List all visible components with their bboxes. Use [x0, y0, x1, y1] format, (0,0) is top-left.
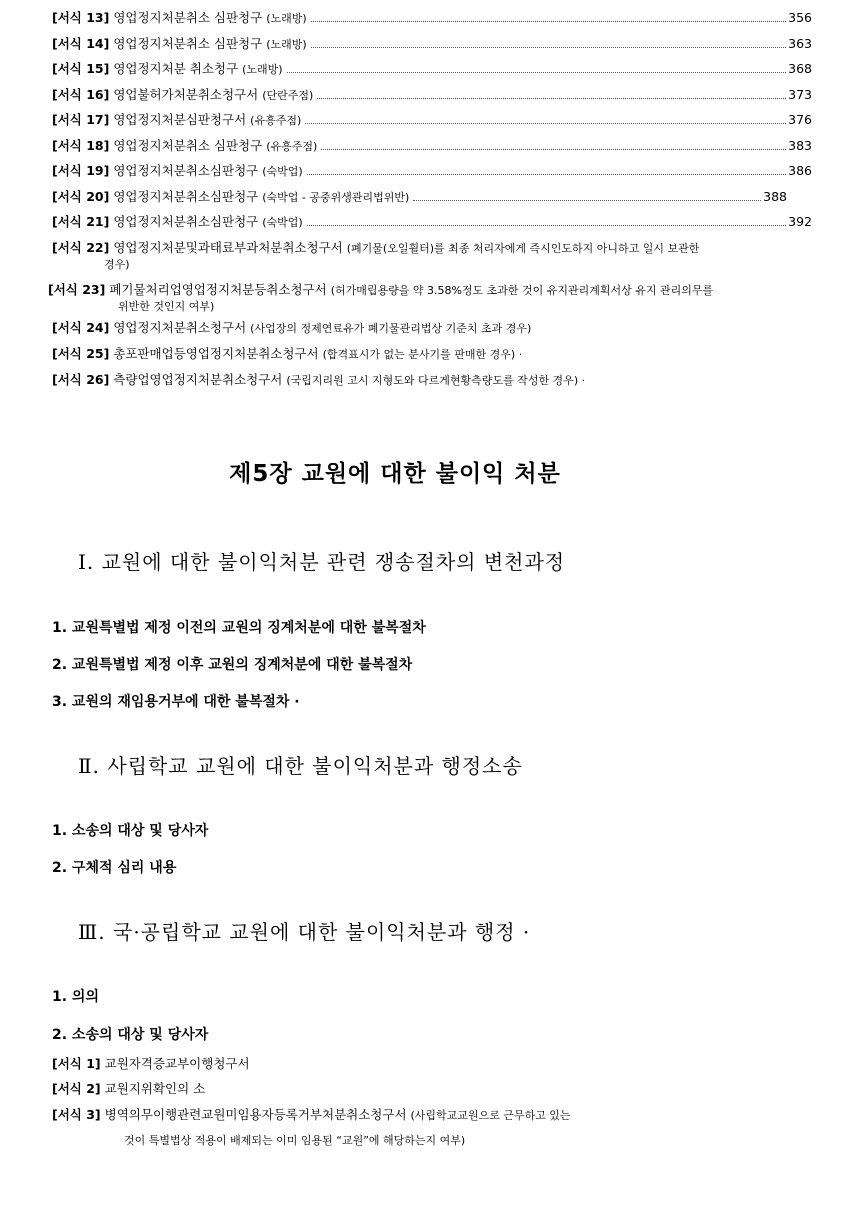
form-subtitle: (폐기물(오일휠터)를 최종 처리자에게 즉시인도하지 아니하고 일시 보관한 — [346, 242, 700, 255]
form-title: 영업정지처분및과태료부과처분취소청구서 — [113, 240, 343, 255]
form-subtitle: (유흥주점) — [250, 114, 302, 127]
leader-dots — [413, 200, 761, 201]
form-subtitle: (숙박업) — [262, 165, 303, 178]
form-title: 폐기물처리업영업정지처분등취소청구서 — [109, 282, 327, 297]
form-title: 교원지위확인의 소 — [104, 1081, 206, 1096]
toc-entry[interactable] — [52, 1054, 250, 1072]
toc-entry[interactable] — [52, 138, 812, 164]
form-subtitle-continued: 것이 특별법상 적용이 배제되는 이미 임용된 “교원”에 해당하는지 여부) — [124, 1134, 466, 1147]
form-title: 영업정지처분 취소청구 — [113, 61, 239, 76]
toc-entry[interactable] — [52, 320, 812, 337]
section-item[interactable]: 2. 교원특별법 제정 이후 교원의 징계처분에 대한 불복절차 — [52, 657, 413, 673]
form-number: [서식 24] — [52, 320, 110, 335]
toc-entry[interactable] — [52, 372, 812, 389]
toc-entry[interactable] — [52, 346, 812, 363]
page-number: 383 — [788, 137, 812, 153]
form-number: [서식 3] — [52, 1107, 101, 1122]
form-title: 교원자격증교부이행청구서 — [104, 1056, 250, 1071]
section-item[interactable]: 1. 교원특별법 제정 이전의 교원의 징계처분에 대한 불복절차 — [52, 620, 426, 636]
form-subtitle: (유흥주점) — [266, 139, 318, 153]
section-item[interactable]: 1. 의의 — [52, 989, 99, 1005]
toc-entry[interactable] — [48, 282, 808, 315]
toc-entry[interactable] — [52, 87, 812, 113]
section-item[interactable]: 1. 소송의 대상 및 당사자 — [52, 823, 209, 839]
form-title: 총포판매업등영업정지처분취소청구서 — [113, 346, 319, 361]
form-subtitle: (단란주점) — [262, 88, 314, 102]
form-number: [서식 14] — [52, 35, 110, 51]
page-number: 356 — [788, 10, 812, 25]
toc-entry[interactable] — [52, 36, 812, 62]
form-number: [서식 18] — [52, 137, 110, 153]
form-subtitle: (숙박업 - 공중위생관리법위반) — [262, 190, 410, 204]
toc-entry[interactable] — [52, 214, 812, 240]
page-number: 376 — [788, 112, 812, 127]
leader-dots — [307, 225, 786, 226]
page-number: 373 — [788, 86, 812, 102]
form-number: [서식 19] — [52, 163, 110, 178]
leader-dots — [321, 149, 786, 150]
section-item[interactable]: 2. 소송의 대상 및 당사자 — [52, 1027, 209, 1043]
form-title: 영업정지처분취소심판청구 — [113, 188, 259, 204]
form-title: 병역의무이행관련교원미임용자등록거부처분취소청구서 — [104, 1107, 407, 1122]
page-number: 368 — [788, 61, 812, 76]
form-subtitle-continued: 위반한 것인지 여부) — [118, 300, 215, 313]
form-subtitle: (사업장의 정제연료유가 폐기물관리법상 기준치 초과 경우) — [250, 322, 532, 335]
form-title: 영업정지처분취소심판청구 — [113, 214, 259, 229]
form-number: [서식 13] — [52, 10, 110, 25]
leader-dots — [317, 98, 786, 99]
form-number: [서식 21] — [52, 214, 110, 229]
form-number: [서식 23] — [48, 282, 106, 297]
form-number: [서식 22] — [52, 240, 110, 255]
page-number: 388 — [763, 188, 787, 204]
form-title: 영업정지처분취소청구서 — [113, 320, 247, 335]
form-title: 영업정지처분취소 심판청구 — [113, 10, 263, 25]
form-number: [서식 25] — [52, 346, 110, 361]
leader-dots — [311, 21, 786, 22]
toc-entry[interactable] — [52, 1079, 205, 1097]
leader-dots — [305, 123, 786, 124]
form-number: [서식 1] — [52, 1056, 101, 1071]
toc-entry[interactable] — [52, 112, 812, 138]
form-title: 영업정지처분취소 심판청구 — [113, 35, 263, 51]
page-number: 363 — [788, 35, 812, 51]
form-title: 영업정지처분취소 심판청구 — [113, 137, 263, 153]
form-number: [서식 17] — [52, 112, 110, 127]
form-title: 영업정지처분심판청구서 — [113, 112, 247, 127]
form-title: 영업정지처분취소심판청구 — [113, 163, 259, 178]
section-item[interactable]: 3. 교원의 재임용거부에 대한 불복절차 · — [52, 694, 300, 710]
toc-entry[interactable] — [52, 163, 812, 189]
section-heading[interactable]: Ⅰ. 교원에 대한 불이익처분 관련 쟁송절차의 변천과정 — [78, 550, 566, 574]
toc-entry[interactable] — [52, 61, 812, 87]
form-title: 영업불허가처분취소청구서 — [113, 86, 259, 102]
form-subtitle: (허가매립용량을 약 3.58%정도 초과한 것이 유지관리계획서상 유지 관리의무를 — [330, 284, 714, 297]
section-item[interactable]: 2. 구체적 심리 내용 — [52, 860, 177, 876]
form-number: [서식 16] — [52, 86, 110, 102]
form-subtitle: (국립지리원 고시 지형도와 다르게현황측량도를 작성한 경우) · — [286, 374, 586, 387]
form-subtitle: (숙박업) — [262, 216, 303, 229]
toc-entry[interactable] — [52, 240, 812, 273]
toc-entry[interactable] — [52, 189, 787, 215]
form-subtitle: (노래방) — [266, 37, 307, 51]
toc-entry[interactable] — [52, 10, 812, 36]
form-title: 측량업영업정지처분취소청구서 — [113, 372, 283, 387]
form-number: [서식 20] — [52, 188, 110, 204]
form-number: [서식 15] — [52, 61, 110, 76]
form-number: [서식 2] — [52, 1081, 101, 1096]
form-number: [서식 26] — [52, 372, 110, 387]
form-subtitle: (사립학교교원으로 근무하고 있는 — [410, 1109, 571, 1122]
section-heading[interactable]: Ⅲ. 국·공립학교 교원에 대한 불이익처분과 행정 · — [78, 920, 531, 944]
chapter-title: 제5장 교원에 대한 불이익 처분 — [229, 461, 561, 487]
page-number: 392 — [788, 214, 812, 229]
toc-list — [52, 10, 812, 240]
toc-entry[interactable] — [52, 1105, 571, 1123]
section-heading[interactable]: Ⅱ. 사립학교 교원에 대한 불이익처분과 행정소송 — [78, 754, 523, 778]
form-subtitle: (노래방) — [242, 63, 283, 76]
leader-dots — [307, 174, 786, 175]
page-number: 386 — [788, 163, 812, 178]
form-subtitle: (노래방) — [266, 12, 307, 25]
leader-dots — [287, 72, 787, 73]
form-subtitle-continued: 경우) — [104, 258, 130, 271]
leader-dots — [311, 47, 786, 48]
form-subtitle: (합격표시가 없는 분사기를 판매한 경우) · — [322, 348, 523, 361]
